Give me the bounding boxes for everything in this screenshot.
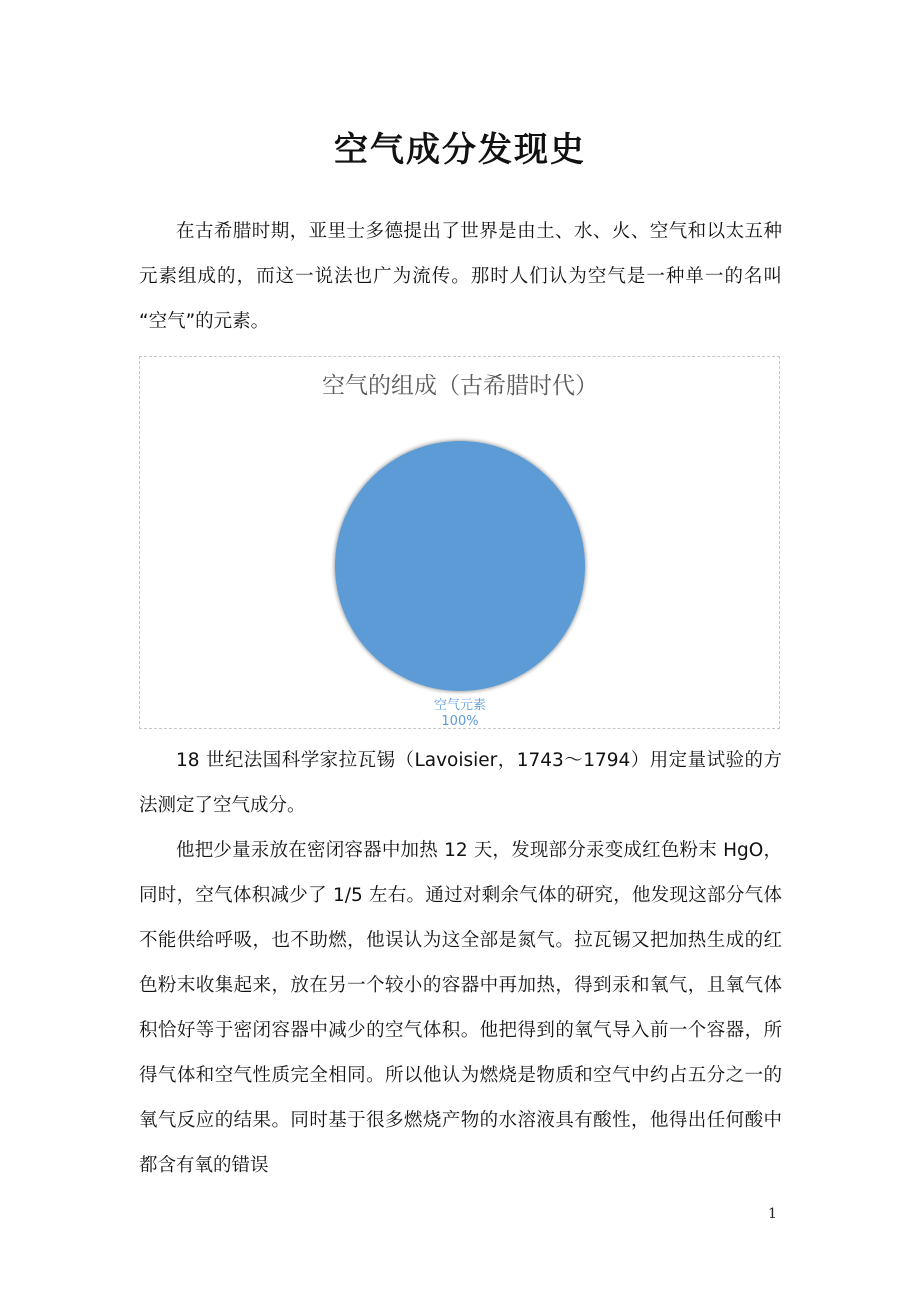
pie-category-label: 空气元素: [433, 698, 487, 713]
pie-chart-svg: [140, 357, 779, 728]
page-number: 1: [768, 1206, 777, 1222]
pie-slice: [335, 441, 585, 691]
paragraph-lavoisier: 18 世纪法国科学家拉瓦锡（Lavoisier，1743～1794）用定量试验的方法测定了空气成分。: [139, 750, 782, 816]
paragraph-experiment: 他把少量汞放在密闭容器中加热 12 天，发现部分汞变成红色粉末 HgO，同时，空气体积减少了 1/5 左右。通过对剩余气体的研究，他发现这部分气体不能供给呼吸，也不助燃，他误认为这全部是氮气。拉瓦锡又把加热生成的红色粉末收集起来，放在另一个较小的容器中再加热，得到汞和氧气，且氧气体积恰好等于密闭容器中减少的空气体积。他把得到的氧气导入前一个容器，所得气体和空气性质完全相同。所以他认为燃烧是物质和空气中约占五分之一的氧气反应的结果。同时基于很多燃烧产物的水溶液具有酸性，他得出任何酸中都含有氧的错误: [139, 840, 782, 1176]
chart-title: 空气的组成（古希腊时代）: [322, 373, 598, 399]
page-title: 空气成分发现史: [334, 130, 586, 170]
paragraph-ancient-greece: 在古希腊时期，亚里士多德提出了世界是由土、水、火、空气和以太五种元素组成的，而这一说法也广为流传。那时人们认为空气是一种单一的名叫 “空气”的元素。: [139, 221, 782, 332]
pie-chart: [139, 356, 780, 729]
pie-value-label: 100%: [441, 714, 479, 728]
